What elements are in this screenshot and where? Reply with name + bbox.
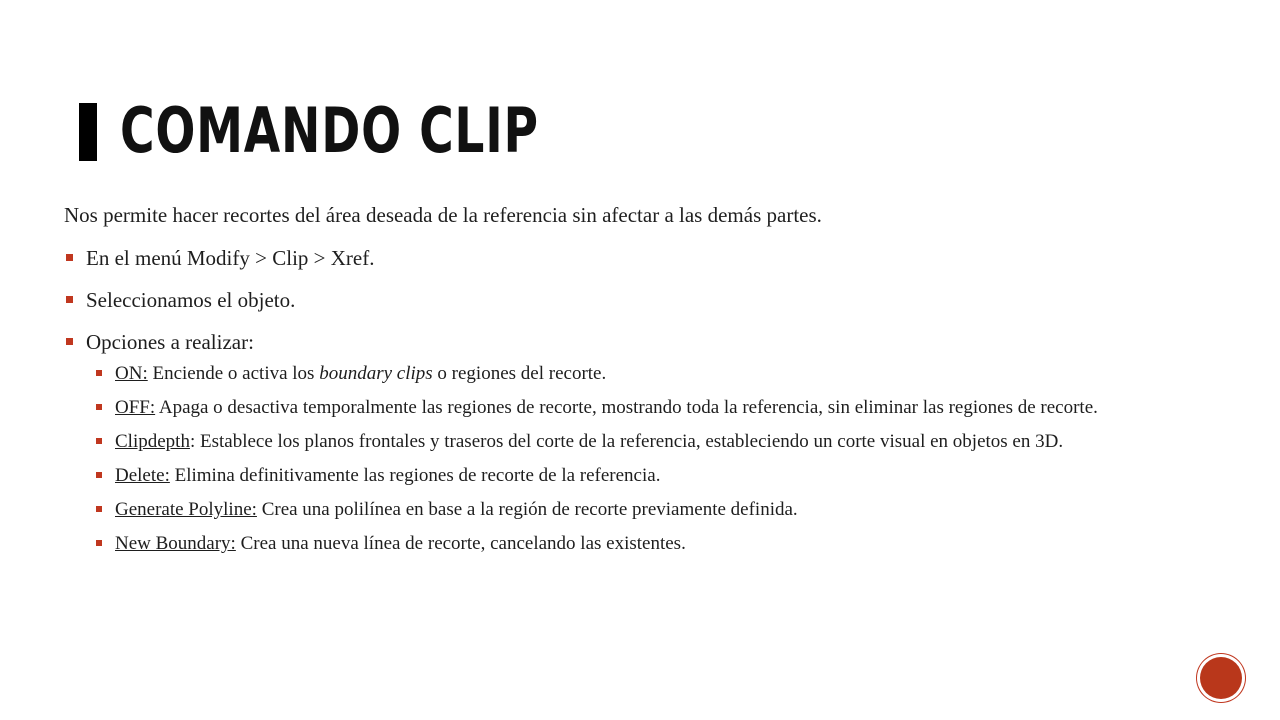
square-bullet-icon: [96, 370, 102, 376]
main-bullet-list: [64, 243, 1234, 556]
square-bullet-icon: [96, 472, 102, 478]
option-description: o regiones del recorte.: [432, 363, 607, 384]
option-on: [86, 361, 1234, 386]
option-description: : Establece los planos frontales y traseros del corte de la referencia, estableciendo un corte visual en objetos en 3D.: [189, 431, 1064, 452]
slide-badge-icon: [1197, 654, 1245, 702]
square-bullet-icon: [96, 404, 102, 410]
option-term: Clipdepth: [115, 431, 190, 452]
option-description: Apaga o desactiva temporalmente las regiones de recorte, mostrando toda la referencia, sin eliminar las regiones de recorte.: [155, 397, 1098, 418]
options-sublist: [86, 361, 1234, 556]
list-item-text: Seleccionamos el objeto.: [86, 288, 296, 312]
slide-title: COMANDO CLIP: [120, 94, 539, 167]
intro-paragraph: Nos permite hacer recortes del área deseada de la referencia sin afectar a las demás partes.: [64, 203, 822, 227]
square-bullet-icon: [66, 254, 73, 261]
square-bullet-icon: [96, 438, 102, 444]
list-item-menu-path: [64, 243, 1234, 273]
option-term: OFF:: [115, 397, 156, 418]
square-bullet-icon: [66, 296, 73, 303]
list-item-text: En el menú Modify > Clip > Xref.: [86, 246, 375, 270]
list-item-options: [64, 327, 1234, 556]
slide-content: [64, 200, 1234, 556]
option-clipdepth: [86, 429, 1234, 454]
option-term: New Boundary:: [115, 533, 236, 554]
list-item-text: Opciones a realizar:: [86, 330, 254, 354]
option-description: Crea una nueva línea de recorte, cancelando las existentes.: [235, 533, 686, 554]
badge-fill: [1200, 657, 1242, 699]
option-delete: [86, 463, 1234, 488]
option-description: Crea una polilínea en base a la región de recorte previamente definida.: [256, 499, 798, 520]
title-accent-bar: [79, 103, 97, 161]
square-bullet-icon: [96, 506, 102, 512]
option-new-boundary: [86, 531, 1234, 556]
option-description: Enciende o activa los: [147, 363, 320, 384]
option-off: [86, 395, 1234, 420]
option-term: ON:: [115, 363, 148, 384]
option-generate-polyline: [86, 497, 1234, 522]
option-term: Generate Polyline:: [115, 499, 257, 520]
list-item-select-object: [64, 285, 1234, 315]
option-description: Elimina definitivamente las regiones de recorte de la referencia.: [169, 465, 661, 486]
option-emphasis: boundary clips: [319, 363, 433, 384]
square-bullet-icon: [96, 540, 102, 546]
square-bullet-icon: [66, 338, 73, 345]
option-term: Delete:: [115, 465, 170, 486]
